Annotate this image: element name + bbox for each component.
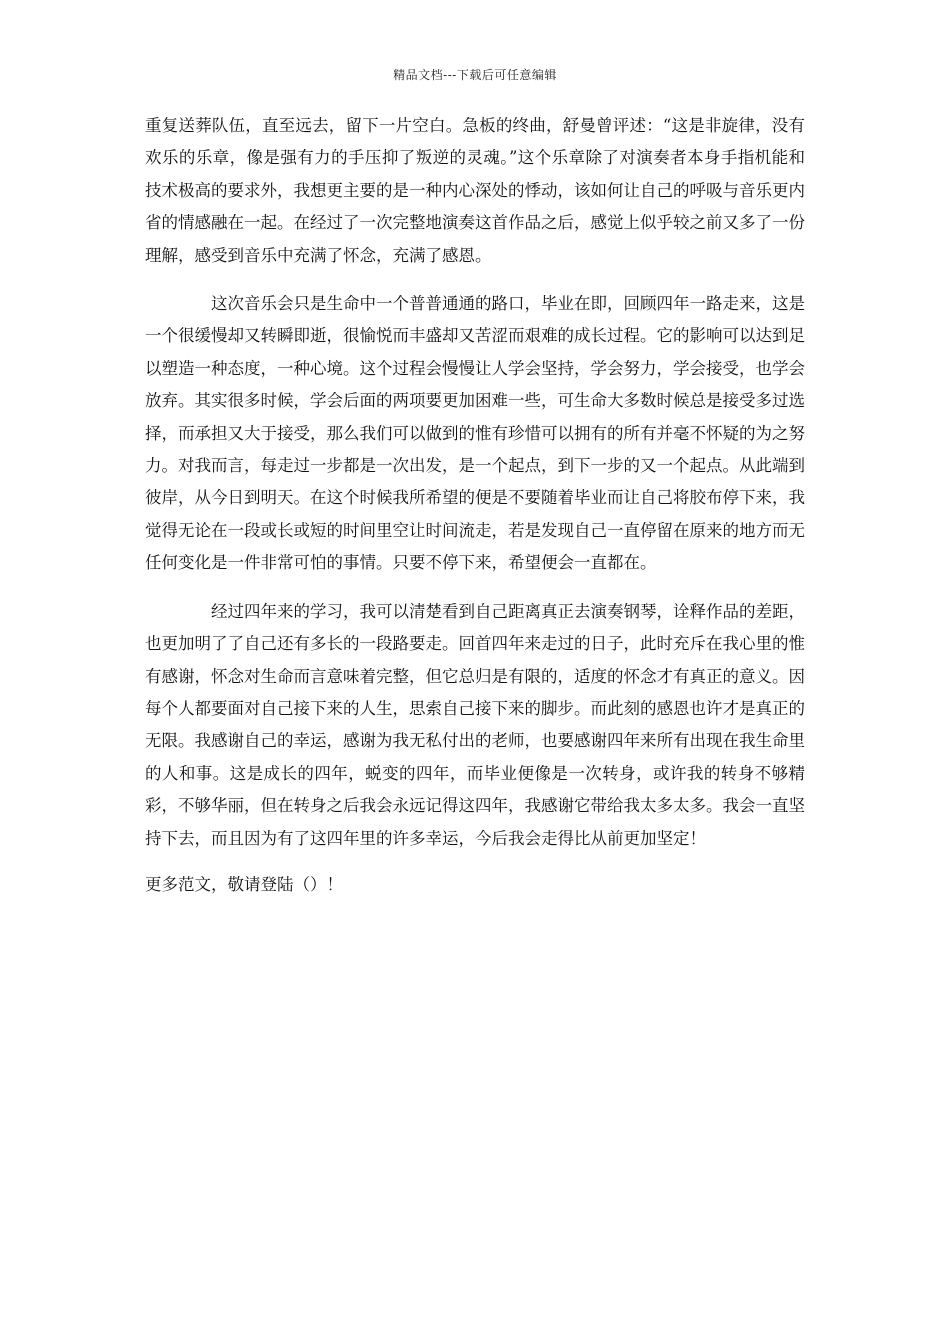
paragraph-1: 重复送葬队伍，直至远去，留下一片空白。急板的终曲，舒曼曾评述：“这是非旋律，没有欢乐的乐章，像是强有力的手压抑了叛逆的灵魂。”这个乐章除了对演奏者本身手指机能和技术极高的要求外，我想更主要的是一种内心深处的悸动，该如何让自己的呼吸与音乐更内省的情感融在一起。在经过了一次完整地演奏这首作品之后，感觉上似乎较之前又多了一份理解，感受到音乐中充满了怀念，充满了感恩。: [145, 116, 805, 265]
page-header: 精品文档---下载后可任意编辑: [393, 68, 557, 82]
paragraph-2: 这次音乐会只是生命中一个普普通通的路口，毕业在即，回顾四年一路走来，这是一个很缓慢却又转瞬即逝，很愉悦而丰盛却又苦涩而艰难的成长过程。它的影响可以达到足以塑造一种态度，一种心境。这个过程会慢慢让人学会坚持，学会努力，学会接受，也学会放弃。其实很多时候，学会后面的两项要更加困难一些，可生命大多数时候总是接受多过选择，而承担又大于接受，那么我们可以做到的惟有珍惜可以拥有的所有并毫不怀疑的为之努力。对我而言，每走过一步都是一次出发，是一个起点，到下一步的又一个起点。从此端到彼岸，从今日到明天。在这个时候我所希望的便是不要随着毕业而让自己将胶布停下来，我觉得无论在一段或长或短的时间里空让时间流走，若是发现自己一直停留在原来的地方而无任何变化是一件非常可怕的事情。只要不停下来，希望便会一直都在。: [145, 294, 805, 573]
more-samples-note: 更多范文，敬请登陆（）！: [145, 874, 343, 894]
document-body: [145, 110, 805, 901]
paragraph-3: 经过四年来的学习，我可以清楚看到自己距离真正去演奏钢琴，诠释作品的差距，也更加明了了自己还有多长的一段路要走。回首四年来走过的日子，此时充斥在我心里的惟有感谢，怀念对生命而言意味着完整，但它总归是有限的，适度的怀念才有真正的意义。因每个人都要面对自己接下来的人生，思索自己接下来的脚步。而此刻的感恩也许才是真正的无限。我感谢自己的幸运，感谢为我无私付出的老师，也要感谢四年来所有出现在我生命里的人和事。这是成长的四年，蜕变的四年，而毕业便像是一次转身，或许我的转身不够精彩，不够华丽，但在转身之后我会永远记得这四年，我感谢它带给我太多太多。我会一直坚持下去，而且因为有了这四年里的许多幸运，今后我会走得比从前更加坚定！: [145, 601, 805, 848]
